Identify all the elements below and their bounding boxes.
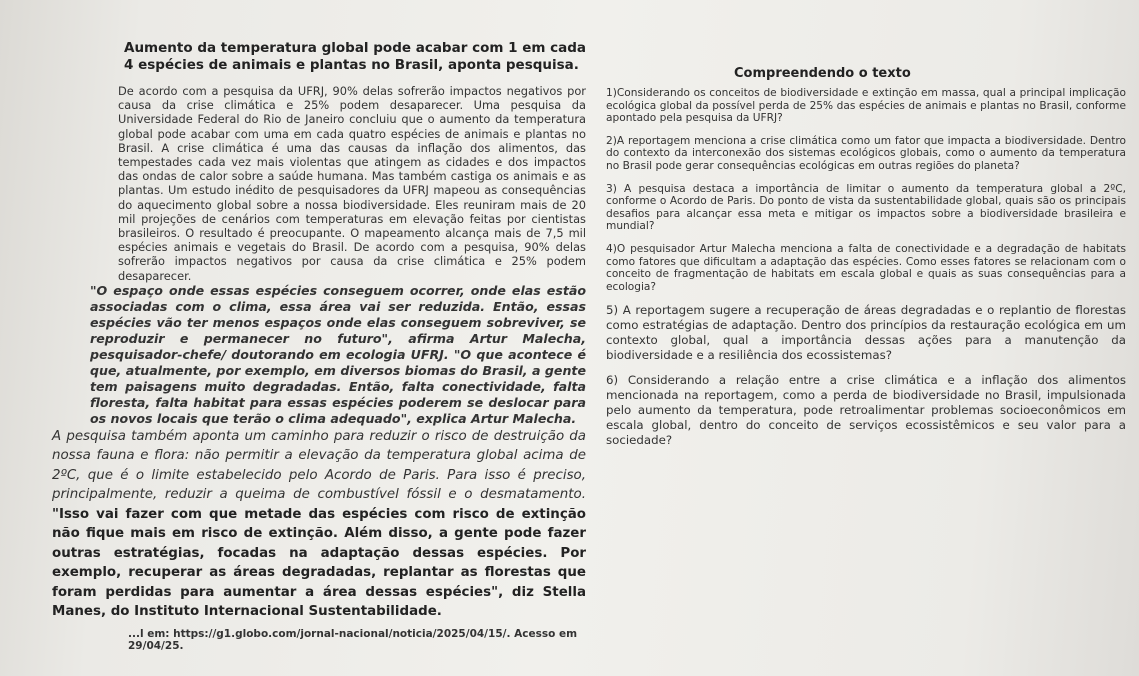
article-paris-text: A pesquisa também aponta um caminho para reduzir o risco de destruição da nossa fauna e flora: não permitir a elevação da temperatura global acima de 2ºC, que é o limite estabelecido pelo Acordo de Paris. Para isso é preciso, principalmente, reduzir a queima de combustível fóssil e o desmatamento. xyxy=(52,428,586,503)
article-source: ...l em: https://g1.globo.com/jornal-nacional/noticia/2025/04/15/. Acesso em 29/04/25. xyxy=(128,627,578,652)
article-quote-malecha: "O espaço onde essas espécies conseguem ocorrer, onde elas estão associadas com o clima, essa área vai ser reduzida. Então, essas espécies vão ter menos espaços onde elas conseguem sobreviver, se reproduzir e permanecer no futuro", afirma Artur Malecha, pesquisador-chefe/ doutorando em ecologia UFRJ. "O que acontece é que, atualmente, por exemplo, em diversos biomas do Brasil, a gente tem paisagens muito degradadas. Então, falta conectividade, falta floresta, falta habitat para essas espécies poderem se deslocar para os novos locais que terão o clima adequado", explica Artur Malecha. xyxy=(90,282,586,426)
question-3: 3) A pesquisa destaca a importância de limitar o aumento da temperatura global a 2ºC, conforme o Acordo de Paris. Do ponto de vista da sustentabilidade global, quais são os principais desafios para alcançar essa meta e mitigar os impactos sobre a biodiversidade brasileira e mundial? xyxy=(606,182,1126,233)
article-paragraph-3 xyxy=(18,427,586,622)
article-title: Aumento da temperatura global pode acabar com 1 em cada 4 espécies de animais e plantas no Brasil, aponta pesquisa. xyxy=(124,40,587,73)
question-1: 1)Considerando os conceitos de biodiversidade e extinção em massa, qual a principal implicação ecológica global da possível perda de 25% das espécies de animais e plantas no Brasil, conforme apontado pela pesquisa da UFRJ? xyxy=(606,87,1126,125)
article-paragraph-2 xyxy=(18,283,586,427)
question-5: 5) A reportagem sugere a recuperação de áreas degradadas e o replantio de florestas como estratégias de adaptação. Dentro dos princípios da restauração ecológica em um contexto global, qual a importância dessas ações para a manutenção da biodiversidade e a resiliência dos ecossistemas? xyxy=(606,303,1126,363)
question-4: 4)O pesquisador Artur Malecha menciona a falta de conectividade e a degradação de habitats como fatores que dificultam a adaptação das espécies. Como esses fatores se relacionam com o conceito de fragmentação de habitats em escala global e quais as suas consequências para a ecologia? xyxy=(606,242,1126,293)
questions-column xyxy=(606,66,1126,458)
question-2: 2)A reportagem menciona a crise climática como um fator que impacta a biodiversidade. Dentro do contexto da interconexão dos sistemas ecológicos globais, como o aumento da temperatura no Brasil pode gerar consequências ecológicas em outras regiões do planeta? xyxy=(606,134,1126,172)
article-body xyxy=(18,84,586,622)
article-paragraph-1: De acordo com a pesquisa da UFRJ, 90% delas sofrerão impactos negativos por causa da crise climática e 25% podem desaparecer. Uma pesquisa da Universidade Federal do Rio de Janeiro concluiu que o aumento da temperatura global pode acabar com uma em cada quatro espécies de animais e plantas no Brasil. A crise climática é uma das causas da inflação dos alimentos, das tempestades cada vez mais violentas que atingem as cidades e dos impactos das ondas de calor sobre a saúde humana. Mas também castiga os animais e as plantas. Um estudo inédito de pesquisadores da UFRJ mapeou as consequências do aquecimento global sobre a nossa biodiversidade. Eles reuniram mais de 20 mil projeções de cenários com temperaturas em elevação feitas por cientistas brasileiros. O resultado é preocupante. O mapeamento alcança mais de 7,5 mil espécies animais e vegetais do Brasil. De acordo com a pesquisa, 90% delas sofrerão impactos negativos por causa da crise climática e 25% podem desaparecer. xyxy=(118,84,586,283)
questions-title: Compreendendo o texto xyxy=(734,66,911,81)
article-column xyxy=(18,40,586,652)
question-6: 6) Considerando a relação entre a crise climática e a inflação dos alimentos mencionada na reportagem, como a perda de biodiversidade no Brasil, impulsionada pelo aumento da temperatura, pode retroalimentar problemas socioeconômicos em escala global, dentro do conceito de serviços ecossistêmicos e seu valor para a sociedade? xyxy=(606,373,1126,448)
article-quote-manes: "Isso vai fazer com que metade das espécies com risco de extinção não fique mais em risco de extinção. Além disso, a gente pode fazer outras estratégias, focadas na adaptação dessas espécies. Por exemplo, recuperar as áreas degradadas, replantar as florestas que foram perdidas para aumentar a área dessas espécies", diz Stella Manes, do Instituto Internacional Sustentabilidade. xyxy=(52,506,586,620)
